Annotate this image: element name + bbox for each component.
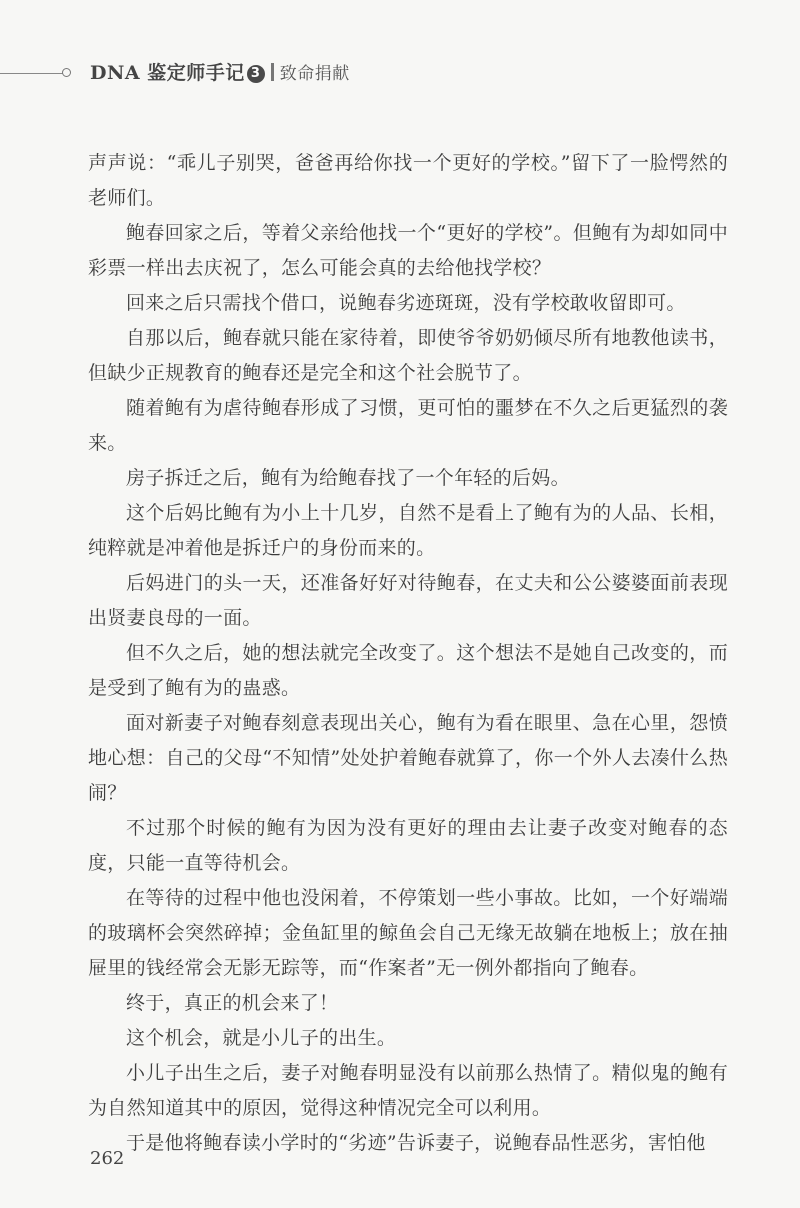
running-header: [0, 56, 800, 92]
paragraph: 房子拆迁之后，鲍有为给鲍春找了一个年轻的后妈。: [126, 467, 570, 489]
book-subtitle: 致命捐献: [279, 64, 350, 84]
paragraph: 但不久之后，她的想法就完全改变了。这个想法不是她自己改变的，而是受到了鲍有为的蛊惑。: [88, 642, 728, 699]
paragraph: 这个机会，就是小儿子的出生。: [126, 1027, 397, 1049]
paragraph: 这个后妈比鲍有为小上十几岁，自然不是看上了鲍有为的人品、长相，纯粹就是冲着他是拆迁户的身份而来的。: [88, 502, 728, 559]
paragraph: 面对新妻子对鲍春刻意表现出关心，鲍有为看在眼里、急在心里，怨愤地心想：自己的父母“不知情”处处护着鲍春就算了，你一个外人去凑什么热闹？: [88, 712, 728, 804]
paragraph: 后妈进门的头一天，还准备好好对待鲍春，在丈夫和公公婆婆面前表现出贤妻良母的一面。: [88, 572, 728, 629]
body-text: [88, 146, 728, 1161]
header-circle-ornament: [62, 68, 71, 77]
paragraph: 于是他将鲍春读小学时的“劣迹”告诉妻子，说鲍春品性恶劣，害怕他: [126, 1132, 706, 1154]
paragraph: 终于，真正的机会来了！: [126, 992, 339, 1014]
paragraph: 随着鲍有为虐待鲍春形成了习惯，更可怕的噩梦在不久之后更猛烈的袭来。: [88, 397, 728, 454]
book-title: DNA 鉴定师手记: [90, 62, 245, 84]
paragraph: 回来之后只需找个借口，说鲍春劣迹斑斑，没有学校敢收留即可。: [126, 292, 686, 314]
book-title-bar: [90, 58, 350, 85]
page-number: 262: [90, 1148, 125, 1169]
header-separator: [271, 63, 274, 81]
volume-badge: 3: [247, 65, 265, 83]
paragraph: 在等待的过程中他也没闲着，不停策划一些小事故。比如，一个好端端的玻璃杯会突然碎掉；金鱼缸里的鲸鱼会自己无缘无故躺在地板上；放在抽屉里的钱经常会无影无踪等，而“作案者”无一例外都指向了鲍春。: [88, 887, 728, 979]
paragraph: 声声说：“乖儿子别哭，爸爸再给你找一个更好的学校。”留下了一脸愕然的老师们。: [88, 152, 728, 209]
paragraph: 小儿子出生之后，妻子对鲍春明显没有以前那么热情了。精似鬼的鲍有为自然知道其中的原因，觉得这种情况完全可以利用。: [88, 1062, 728, 1119]
header-rule: [0, 73, 64, 74]
paragraph: 不过那个时候的鲍有为因为没有更好的理由去让妻子改变对鲍春的态度，只能一直等待机会。: [88, 817, 728, 874]
paragraph: 自那以后，鲍春就只能在家待着，即使爷爷奶奶倾尽所有地教他读书，但缺少正规教育的鲍春还是完全和这个社会脱节了。: [88, 327, 728, 384]
paragraph: 鲍春回家之后，等着父亲给他找一个“更好的学校”。但鲍有为却如同中彩票一样出去庆祝了，怎么可能会真的去给他找学校？: [88, 222, 728, 279]
